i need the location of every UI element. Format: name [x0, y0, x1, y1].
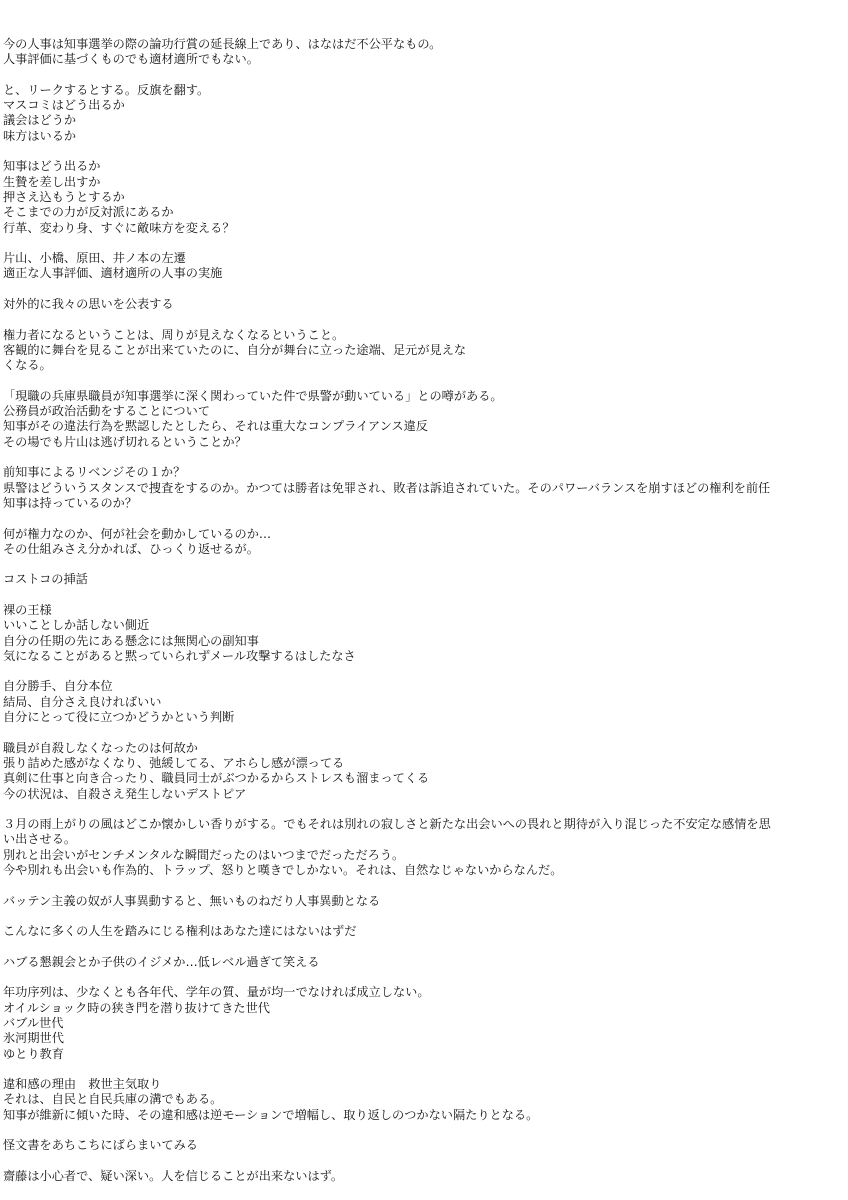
text-line: 今や別れも出会いも作為的、トラップ、怒りと嘆きでしかない。それは、自然なじゃないからなんだ。: [3, 863, 563, 878]
text-line: その場でも片山は逃げ切れるということか？: [3, 434, 247, 449]
text-line: 適正な人事評価、適材適所の人事の実施: [3, 266, 223, 281]
text-line: 対外的に我々の思いを公表する: [3, 297, 174, 312]
paragraph: [3, 389, 831, 450]
text-line: ３月の雨上がりの風はどこか懐かしい香りがする。でもそれは別れの寂しさと新たな出会いへの畏れと期待が入り混じった不安定な感情を思: [3, 817, 771, 832]
text-line: 怪文書をあちこちにばらまいてみる: [3, 1138, 198, 1153]
text-line: 客観的に舞台を見ることが出来ていたのに、自分が舞台に立った途端、足元が見えな: [3, 342, 467, 357]
text-line: い出させる。: [3, 832, 77, 847]
text-line: 知事がその違法行為を黙認したとしたら、それは重大なコンプライアンス違反: [3, 419, 428, 434]
text-line: バブル世代: [3, 1016, 64, 1030]
paragraph: [3, 572, 831, 587]
paragraph: [3, 955, 831, 970]
text-line: 何が権力なのか、何が社会を動かしているのか…: [3, 526, 272, 541]
paragraph: [3, 297, 831, 312]
text-line: こんなに多くの人生を踏みにじる権利はあなた達にはないはずだ: [3, 924, 357, 939]
text-line: 自分の任期の先にある懸念には無関心の副知事: [3, 633, 259, 648]
paragraph: [3, 603, 831, 664]
text-line: 議会はどうか: [3, 113, 77, 128]
text-line: 齋藤は小心者で、疑い深い。人を信じることが出来ないはず。: [3, 1168, 344, 1183]
text-line: ゆとり教育: [3, 1046, 64, 1061]
text-line: 職員が自殺しなくなったのは何故か: [3, 740, 198, 755]
text-line: 違和感の理由 救世主気取り: [3, 1077, 162, 1092]
text-line: コストコの挿話: [3, 572, 88, 587]
text-line: 県警はどういうスタンスで捜査をするのか。かつては勝者は免罪され、敗者は訴追されていた。そのパワーバランスを崩すほどの権利を前任: [3, 480, 771, 495]
document-body: [3, 37, 831, 1200]
text-line: 生贄を差し出すか: [3, 174, 101, 189]
paragraph: [3, 741, 831, 802]
text-line: 知事は持っているのか？: [3, 495, 138, 510]
paragraph: [3, 924, 831, 939]
paragraph: [3, 1169, 831, 1184]
text-line: オイルショック時の狭き門を潜り抜けてきた世代: [3, 1000, 270, 1015]
text-line: 味方はいるか: [3, 128, 77, 143]
text-line: 気になることがあると黙っていられずメール攻撃するはしたなさ: [3, 648, 356, 663]
text-line: いいことしか話しない側近: [3, 618, 150, 633]
text-line: 自分にとって役に立つかどうかという判断: [3, 710, 235, 725]
text-line: 結局、自分さえ良ければいい: [3, 694, 162, 709]
text-line: 権力者になるということは、周りが見えなくなるということ。: [3, 327, 345, 342]
text-line: そこまでの力が反対派にあるか: [3, 205, 174, 220]
text-line: 押さえ込もうとするか: [3, 189, 125, 204]
text-line: くなる。: [3, 358, 52, 373]
text-line: 年功序列は、少なくとも各年代、学年の質、量が均一でなければ成立しない。: [3, 985, 430, 1000]
text-line: それは、自民と自民兵庫の溝でもある。: [3, 1092, 223, 1107]
text-line: 裸の王様: [3, 602, 52, 617]
paragraph: [3, 1138, 831, 1153]
paragraph: [3, 985, 831, 1061]
paragraph: [3, 159, 831, 235]
text-line: 自分勝手、自分本位: [3, 679, 113, 694]
text-line: 張り詰めた感がなくなり、弛緩してる、アホらし感が漂ってる: [3, 755, 345, 770]
text-line: と、リークするとする。反旗を翻す。: [3, 82, 210, 97]
text-line: 行革、変わり身、すぐに敵味方を変える？: [3, 220, 235, 235]
text-line: 片山、小橋、原田、井ノ本の左遷: [3, 251, 186, 266]
paragraph: [3, 83, 831, 144]
text-line: 知事が維新に傾いた時、その違和感は逆モーションで増幅し、取り返しのつかない隔たりとなる。: [3, 1107, 539, 1122]
text-line: 今の人事は知事選挙の際の論功行賞の延長線上であり、はなはだ不公平なもの。: [3, 37, 442, 51]
text-line: 知事はどう出るか: [3, 159, 101, 174]
paragraph: [3, 894, 831, 909]
text-line: 真剣に仕事と向き合ったり、職員同士がぶつかるからストレスも溜まってくる: [3, 771, 430, 786]
text-line: ハブる懇親会とか子供のイジメか…低レベル過ぎて笑える: [3, 954, 320, 969]
paragraph: [3, 465, 831, 511]
text-line: 別れと出会いがセンチメンタルな瞬間だったのはいつまでだっただろう。: [3, 847, 405, 862]
text-line: 氷河期世代: [3, 1031, 64, 1046]
paragraph: [3, 1077, 831, 1123]
text-line: マスコミはどう出るか: [3, 98, 125, 113]
paragraph: [3, 251, 831, 282]
paragraph: [3, 817, 831, 878]
paragraph: [3, 679, 831, 725]
text-line: 「現職の兵庫県職員が知事選挙に深く関わっていた件で県警が動いている」との噂がある。: [3, 388, 503, 403]
paragraph: [3, 527, 831, 558]
text-line: 今の状況は、自殺さえ発生しないデストピア: [3, 786, 247, 801]
text-line: バッテン主義の奴が人事異動すると、無いものねだり人事異動となる: [3, 893, 381, 908]
paragraph: [3, 37, 831, 68]
text-line: その仕組みさえ分かれば、ひっくり返せるが。: [3, 541, 259, 556]
text-line: 公務員が政治活動をすることについて: [3, 404, 210, 419]
text-line: 人事評価に基づくものでも適材適所でもない。: [3, 52, 259, 67]
paragraph: [3, 328, 831, 374]
text-line: 前知事によるリベンジその１か？: [3, 465, 186, 480]
